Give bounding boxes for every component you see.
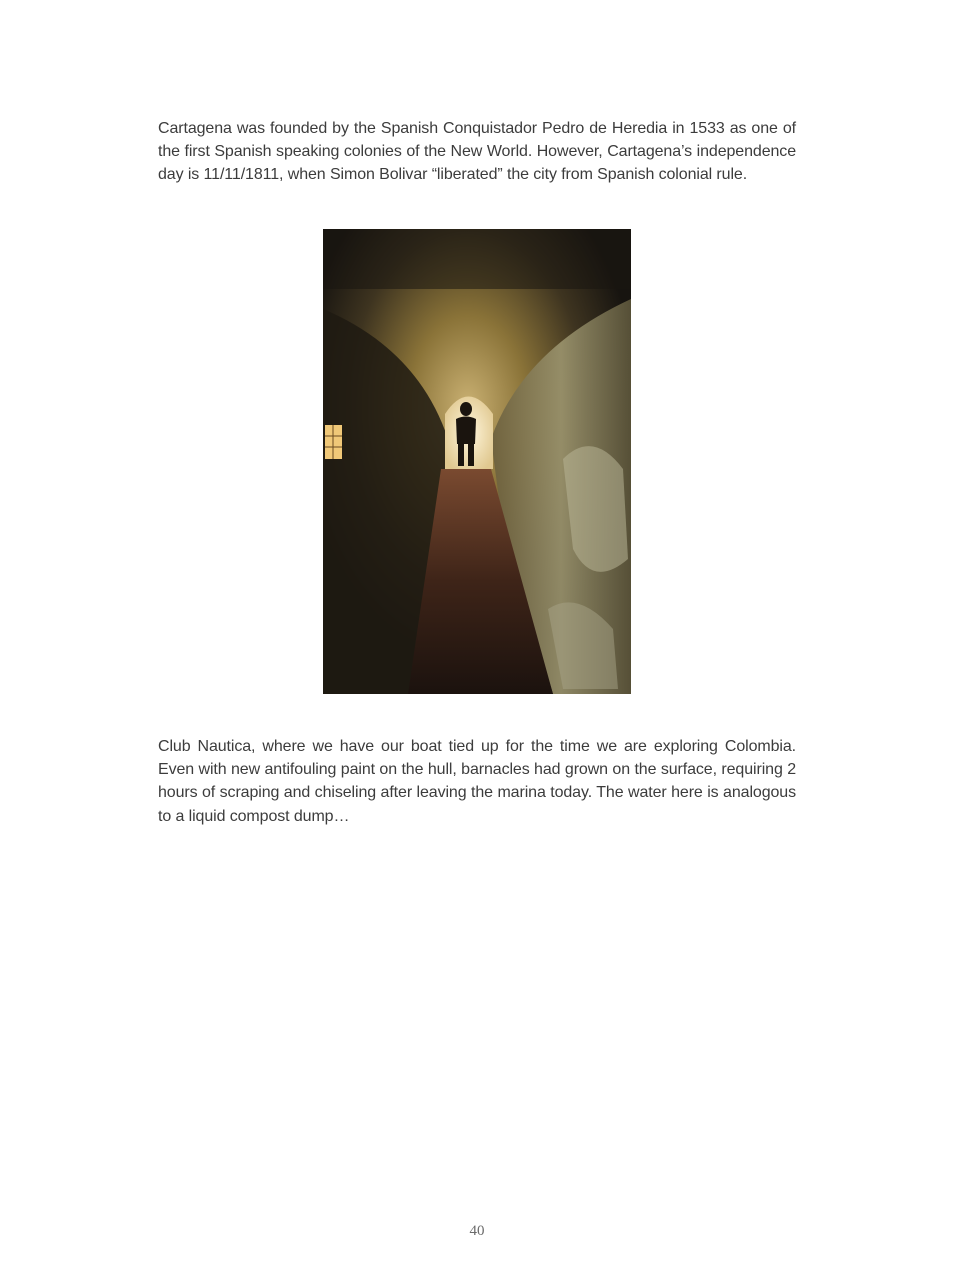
paragraph-club-nautica: Club Nautica, where we have our boat tied up for the time we are exploring Colombia. Even with new antifouling paint on the hull, barnacles had grown on the surface, requiring 2 hours of scraping and chiseling after leaving the marina today. The water here is analogous to a liquid compost dump… [158,738,796,825]
paragraph-cartagena-history: Cartagena was founded by the Spanish Conquistador Pedro de Heredia in 1533 as one of the first Spanish speaking colonies of the New World. However, Cartagena’s independence day is 11/11/1811, when Simon Bolivar “liberated” the city from Spanish colonial rule. [158,120,796,184]
page-number: 40 [469,1223,485,1239]
tunnel-photo [323,229,631,694]
